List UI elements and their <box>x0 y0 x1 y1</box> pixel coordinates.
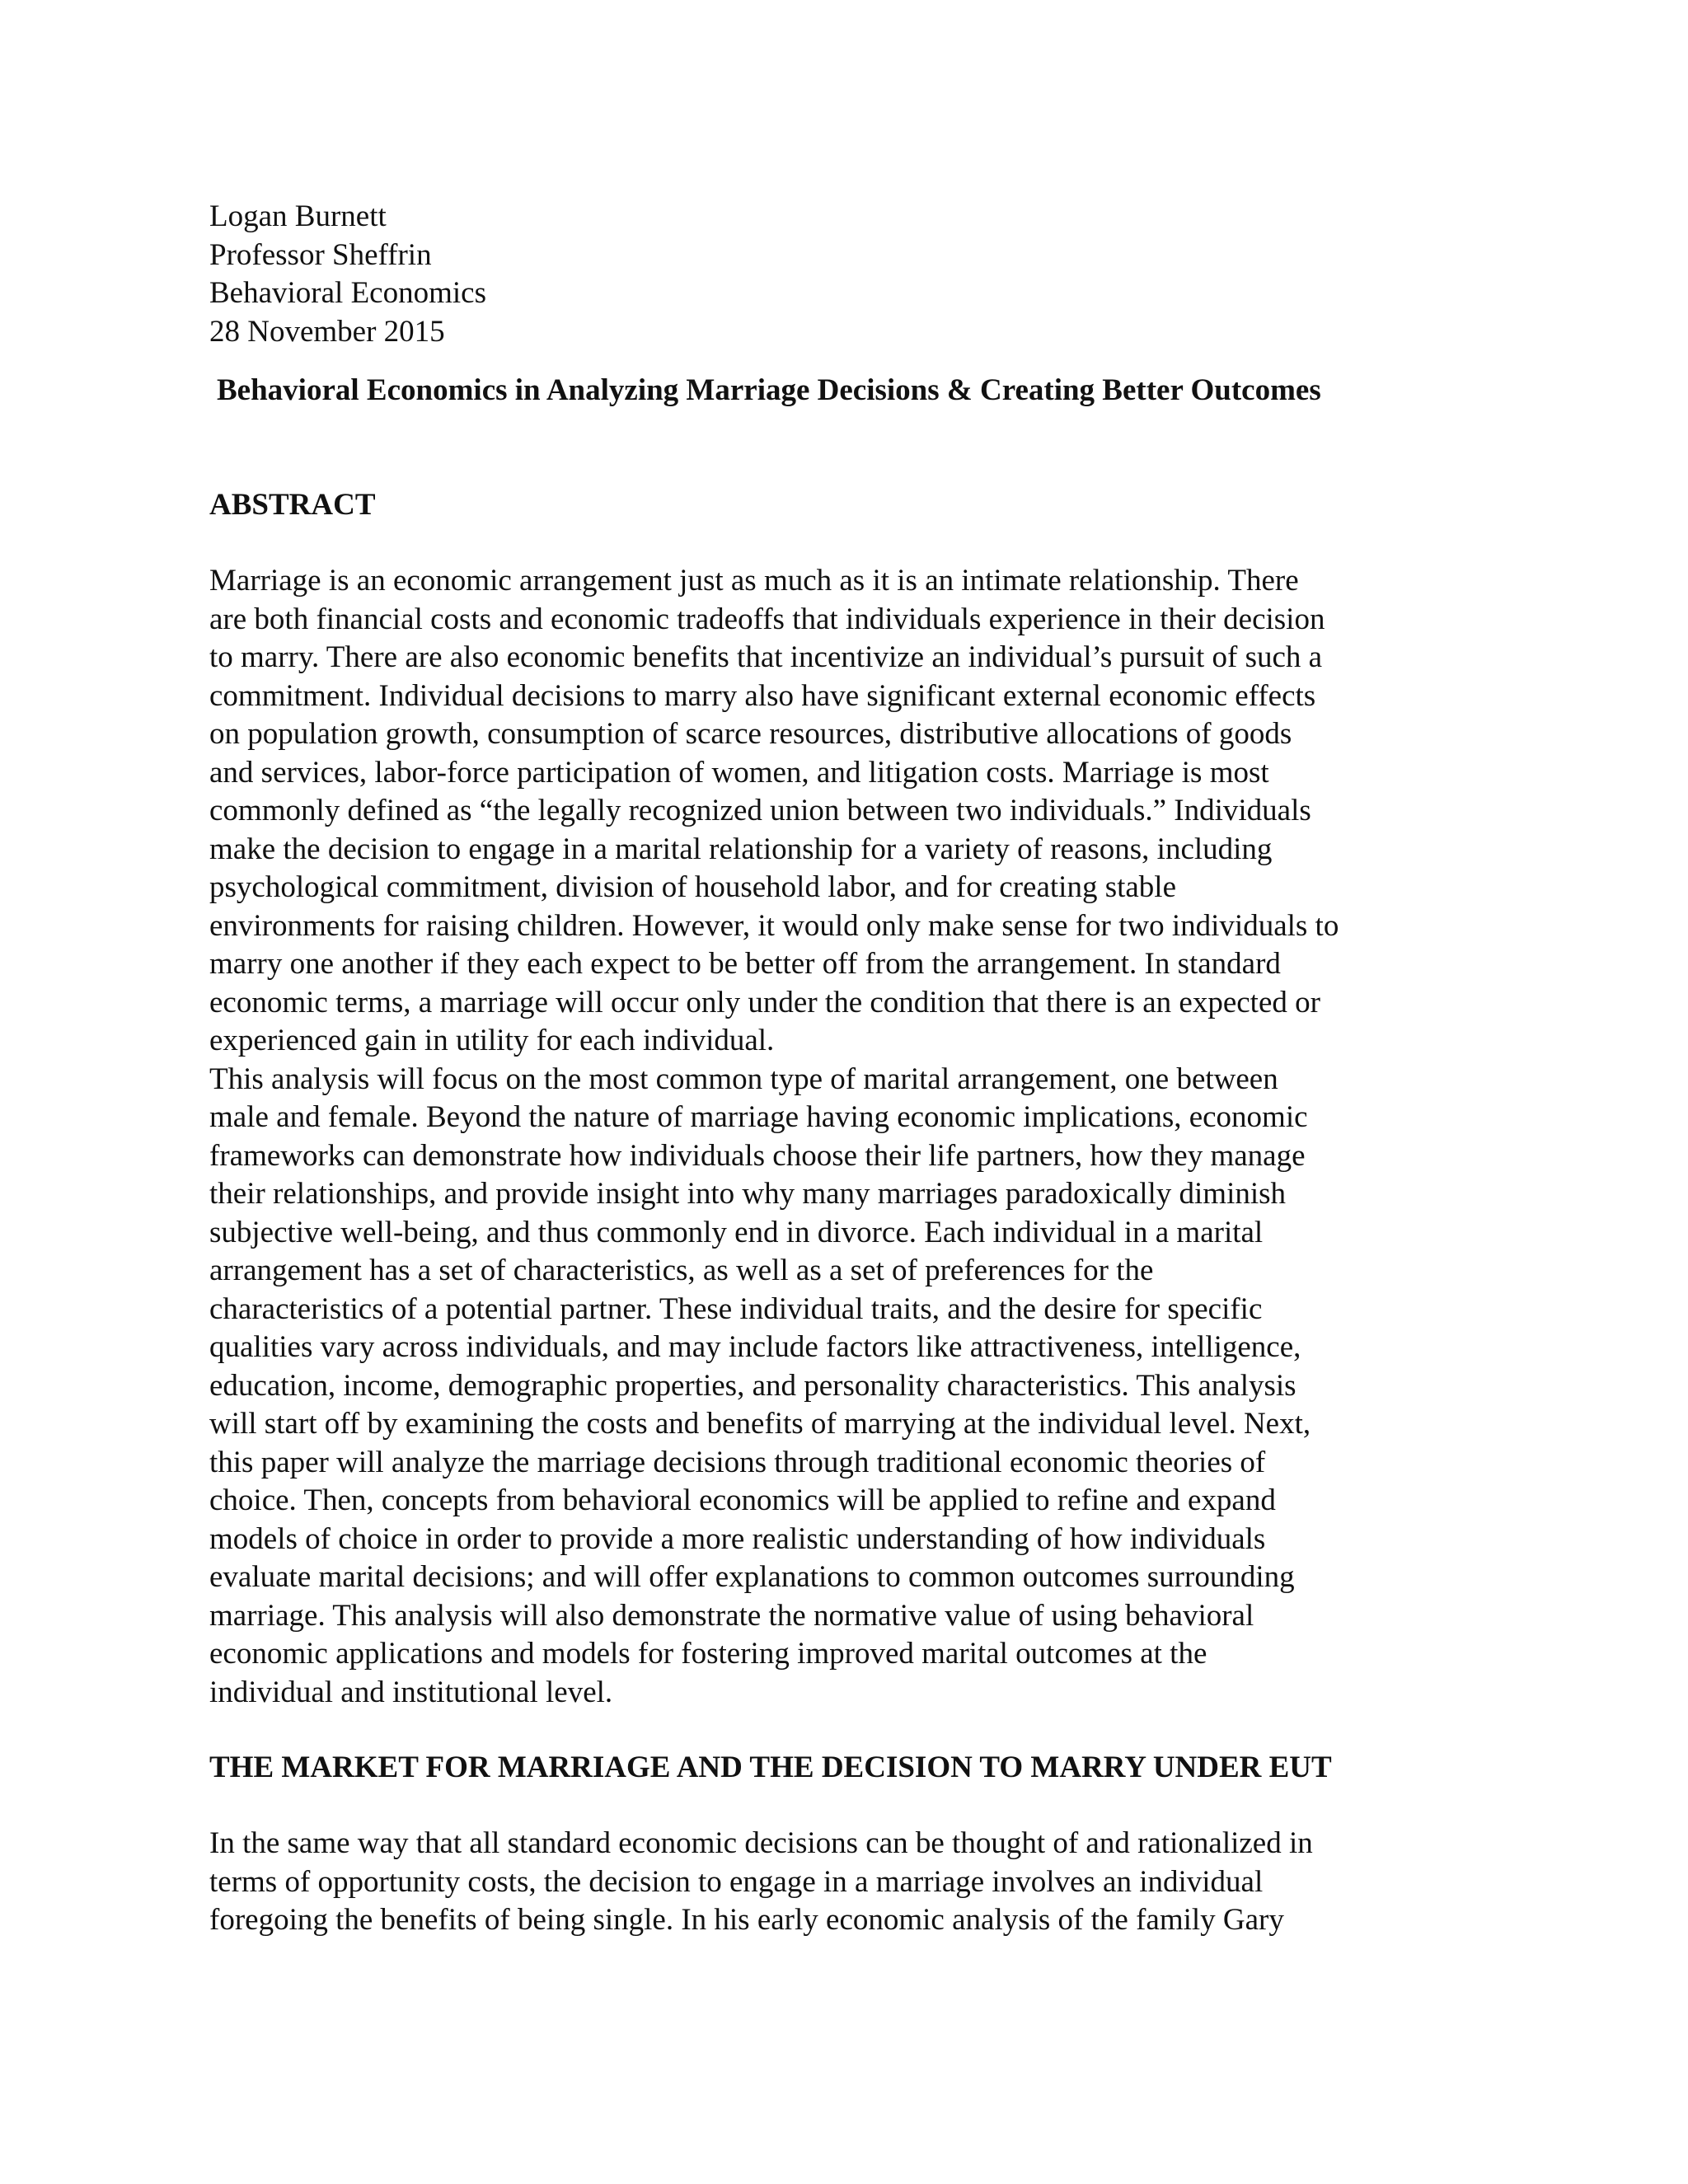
document-date: 28 November 2015 <box>209 314 445 349</box>
paragraph-line: psychological commitment, division of household labor, and for creating stable <box>209 870 1176 904</box>
paragraph-line: their relationships, and provide insight into why many marriages paradoxically diminish <box>209 1177 1287 1211</box>
abstract-paragraph-1 <box>209 562 1495 1061</box>
paragraph-line: individual and institutional level. <box>209 1675 613 1709</box>
paragraph-line: make the decision to engage in a marital relationship for a variety of reasons, including <box>209 832 1273 866</box>
paragraph-line: arrangement has a set of characteristics, as well as a set of preferences for the <box>209 1254 1154 1287</box>
paragraph-line: choice. Then, concepts from behavioral economics will be applied to refine and expand <box>209 1483 1276 1517</box>
paragraph-line: Marriage is an economic arrangement just as much as it is an intimate relationship. There <box>209 564 1299 598</box>
paragraph-line: experienced gain in utility for each individual. <box>209 1024 775 1057</box>
paragraph-line: economic terms, a marriage will occur only under the condition that there is an expected or <box>209 985 1320 1019</box>
paragraph-line: This analysis will focus on the most common type of marital arrangement, one between <box>209 1062 1278 1096</box>
document-content <box>209 198 1495 1940</box>
section-heading: THE MARKET FOR MARRIAGE AND THE DECISION TO MARRY UNDER EUT <box>209 1750 1332 1784</box>
paragraph-line: education, income, demographic properties, and personality characteristics. This analysis <box>209 1368 1296 1403</box>
paragraph-line: this paper will analyze the marriage decisions through traditional economic theories of <box>209 1445 1266 1479</box>
paragraph-line: marriage. This analysis will also demonstrate the normative value of using behavioral <box>209 1598 1254 1633</box>
paragraph-line: commitment. Individual decisions to marry also have significant external economic effects <box>209 678 1316 713</box>
abstract-heading: ABSTRACT <box>209 488 376 522</box>
paragraph-line: economic applications and models for fostering improved marital outcomes at the <box>209 1637 1207 1671</box>
paragraph-line: marry one another if they each expect to be better off from the arrangement. In standard <box>209 947 1281 981</box>
paragraph-line: In the same way that all standard economic decisions can be thought of and rationalized in <box>209 1826 1313 1860</box>
paragraph-line: subjective well-being, and thus commonly end in divorce. Each individual in a marital <box>209 1215 1264 1249</box>
paragraph-line: male and female. Beyond the nature of marriage having economic implications, economic <box>209 1100 1308 1134</box>
course-name: Behavioral Economics <box>209 276 486 310</box>
paragraph-line: and services, labor-force participation of women, and litigation costs. Marriage is most <box>209 755 1269 790</box>
paragraph-line: foregoing the benefits of being single. In his early economic analysis of the family Gary <box>209 1903 1284 1937</box>
paragraph-line: characteristics of a potential partner. These individual traits, and the desire for specific <box>209 1291 1263 1326</box>
paragraph-line: frameworks can demonstrate how individuals choose their life partners, how they manage <box>209 1138 1306 1173</box>
section-paragraph-1 <box>209 1825 1495 1940</box>
paragraph-line: environments for raising children. However, it would only make sense for two individuals to <box>209 908 1339 943</box>
paragraph-line: commonly defined as “the legally recognized union between two individuals.” Individuals <box>209 794 1311 827</box>
professor-name: Professor Sheffrin <box>209 237 432 272</box>
paragraph-line: models of choice in order to provide a more realistic understanding of how individuals <box>209 1521 1266 1556</box>
paragraph-line: will start off by examining the costs and benefits of marrying at the individual level. Next, <box>209 1407 1311 1441</box>
paragraph-line: are both financial costs and economic tradeoffs that individuals experience in their decision <box>209 602 1325 636</box>
document-header <box>209 198 1495 351</box>
paragraph-line: terms of opportunity costs, the decision to engage in a marriage involves an individual <box>209 1864 1264 1899</box>
paragraph-line: evaluate marital decisions; and will offer explanations to common outcomes surrounding <box>209 1560 1295 1594</box>
abstract-paragraph-2 <box>209 1061 1495 1713</box>
document-title: Behavioral Economics in Analyzing Marriage Decisions & Creating Better Outcomes <box>217 373 1321 407</box>
paragraph-line: to marry. There are also economic benefits that incentivize an individual’s pursuit of such a <box>209 640 1323 674</box>
paragraph-line: qualities vary across individuals, and may include factors like attractiveness, intelligence, <box>209 1330 1301 1364</box>
author-name: Logan Burnett <box>209 199 387 233</box>
paragraph-line: on population growth, consumption of scarce resources, distributive allocations of goods <box>209 717 1292 751</box>
